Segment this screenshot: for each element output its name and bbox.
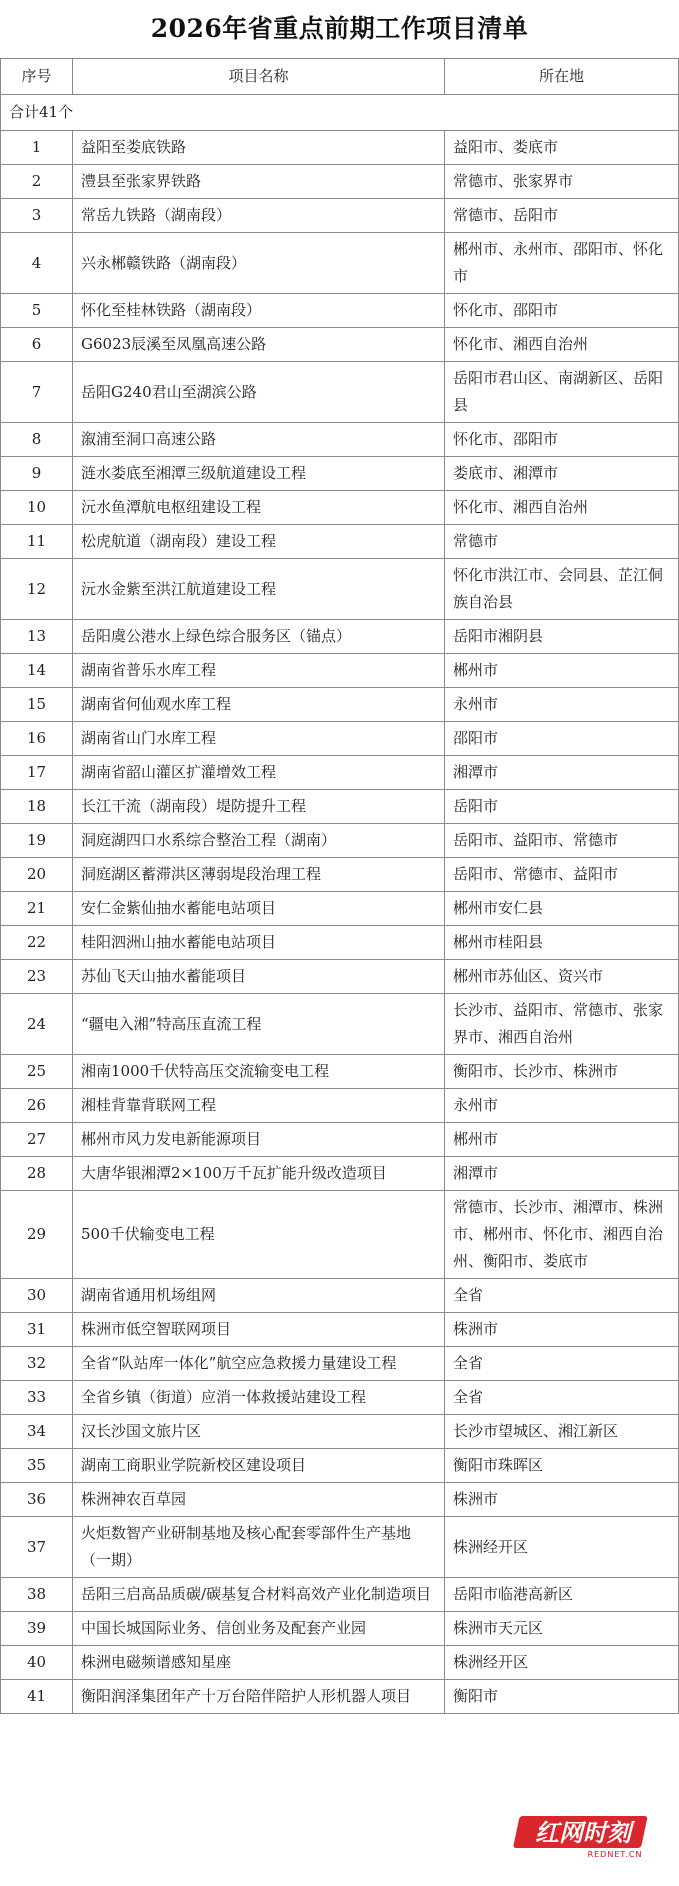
row-location: 湘潭市 (445, 756, 679, 790)
row-location: 株洲市 (445, 1483, 679, 1517)
row-project-name: 中国长城国际业务、信创业务及配套产业园 (73, 1612, 445, 1646)
row-project-name: 全省“队站库一体化”航空应急救援力量建设工程 (73, 1347, 445, 1381)
row-project-name: 兴永郴赣铁路（湖南段） (73, 233, 445, 294)
table-row (1, 1578, 679, 1612)
row-project-name: 湖南省普乐水库工程 (73, 654, 445, 688)
table-row (1, 1517, 679, 1578)
row-location: 岳阳市君山区、南湖新区、岳阳县 (445, 362, 679, 423)
row-location: 岳阳市湘阴县 (445, 620, 679, 654)
row-location: 邵阳市 (445, 722, 679, 756)
row-index: 25 (1, 1055, 73, 1089)
row-project-name: 湖南省山门水库工程 (73, 722, 445, 756)
row-project-name: 大唐华银湘潭2×100万千瓦扩能升级改造项目 (73, 1157, 445, 1191)
row-location: 岳阳市、常德市、益阳市 (445, 858, 679, 892)
row-location: 郴州市桂阳县 (445, 926, 679, 960)
table-row (1, 1381, 679, 1415)
row-location: 怀化市、湘西自治州 (445, 328, 679, 362)
table-row (1, 1680, 679, 1714)
row-index: 19 (1, 824, 73, 858)
table-row (1, 362, 679, 423)
row-index: 21 (1, 892, 73, 926)
row-project-name: 益阳至娄底铁路 (73, 131, 445, 165)
row-index: 14 (1, 654, 73, 688)
row-location: 株洲市 (445, 1313, 679, 1347)
row-index: 30 (1, 1279, 73, 1313)
row-project-name: 全省乡镇（街道）应消一体救援站建设工程 (73, 1381, 445, 1415)
row-index: 4 (1, 233, 73, 294)
row-index: 8 (1, 423, 73, 457)
row-project-name: 长江干流（湖南段）堤防提升工程 (73, 790, 445, 824)
row-location: 株洲市天元区 (445, 1612, 679, 1646)
row-location: 郴州市 (445, 1123, 679, 1157)
row-index: 41 (1, 1680, 73, 1714)
row-project-name: 岳阳G240君山至湖滨公路 (73, 362, 445, 423)
row-location: 郴州市、永州市、邵阳市、怀化市 (445, 233, 679, 294)
table-row (1, 688, 679, 722)
row-location: 怀化市、邵阳市 (445, 423, 679, 457)
row-index: 40 (1, 1646, 73, 1680)
table-header-row (1, 59, 679, 95)
total-cell: 合计41个 (1, 95, 679, 131)
row-location: 常德市、张家界市 (445, 165, 679, 199)
row-index: 2 (1, 165, 73, 199)
row-location: 湘潭市 (445, 1157, 679, 1191)
row-project-name: 松虎航道（湖南段）建设工程 (73, 525, 445, 559)
table-row (1, 328, 679, 362)
row-location: 怀化市、邵阳市 (445, 294, 679, 328)
row-project-name: 株洲神农百草园 (73, 1483, 445, 1517)
row-index: 26 (1, 1089, 73, 1123)
header-name: 项目名称 (73, 59, 445, 95)
table-row (1, 722, 679, 756)
row-location: 娄底市、湘潭市 (445, 457, 679, 491)
table-row (1, 1449, 679, 1483)
row-index: 3 (1, 199, 73, 233)
row-index: 13 (1, 620, 73, 654)
row-project-name: 溆浦至洞口高速公路 (73, 423, 445, 457)
row-location: 全省 (445, 1279, 679, 1313)
row-project-name: 株洲电磁频谱感知星座 (73, 1646, 445, 1680)
table-row (1, 892, 679, 926)
table-row (1, 165, 679, 199)
row-location: 岳阳市临港高新区 (445, 1578, 679, 1612)
row-project-name: 岳阳三启高品质碳/碳基复合材料高效产业化制造项目 (73, 1578, 445, 1612)
row-index: 24 (1, 994, 73, 1055)
table-row (1, 654, 679, 688)
row-location: 长沙市望城区、湘江新区 (445, 1415, 679, 1449)
row-index: 16 (1, 722, 73, 756)
row-project-name: 涟水娄底至湘潭三级航道建设工程 (73, 457, 445, 491)
rednet-logo (507, 1810, 657, 1860)
row-location: 怀化市、湘西自治州 (445, 491, 679, 525)
row-project-name: 常岳九铁路（湖南段） (73, 199, 445, 233)
row-project-name: “疆电入湘”特高压直流工程 (73, 994, 445, 1055)
table-row (1, 960, 679, 994)
row-index: 29 (1, 1191, 73, 1279)
row-index: 33 (1, 1381, 73, 1415)
row-index: 28 (1, 1157, 73, 1191)
row-index: 34 (1, 1415, 73, 1449)
row-project-name: 湖南工商职业学院新校区建设项目 (73, 1449, 445, 1483)
table-row (1, 1089, 679, 1123)
page-title: 2026年省重点前期工作项目清单 (150, 14, 529, 43)
row-index: 17 (1, 756, 73, 790)
row-project-name: 湖南省韶山灌区扩灌增效工程 (73, 756, 445, 790)
row-location: 全省 (445, 1381, 679, 1415)
row-project-name: 火炬数智产业研制基地及核心配套零部件生产基地（一期） (73, 1517, 445, 1578)
table-row (1, 131, 679, 165)
row-location: 株洲经开区 (445, 1646, 679, 1680)
row-project-name: 湖南省何仙观水库工程 (73, 688, 445, 722)
table-row (1, 457, 679, 491)
table-row (1, 620, 679, 654)
row-index: 1 (1, 131, 73, 165)
row-location: 常德市、岳阳市 (445, 199, 679, 233)
row-index: 12 (1, 559, 73, 620)
table-row (1, 1055, 679, 1089)
row-project-name: 湘桂背靠背联网工程 (73, 1089, 445, 1123)
row-index: 5 (1, 294, 73, 328)
row-location: 永州市 (445, 1089, 679, 1123)
row-location: 益阳市、娄底市 (445, 131, 679, 165)
table-row (1, 1123, 679, 1157)
row-project-name: 澧县至张家界铁路 (73, 165, 445, 199)
row-project-name: G6023辰溪至凤凰高速公路 (73, 328, 445, 362)
row-location: 长沙市、益阳市、常德市、张家界市、湘西自治州 (445, 994, 679, 1055)
row-location: 郴州市苏仙区、资兴市 (445, 960, 679, 994)
table-row (1, 1313, 679, 1347)
svg-text:红网时刻: 红网时刻 (535, 1819, 631, 1847)
row-index: 15 (1, 688, 73, 722)
header-location: 所在地 (445, 59, 679, 95)
row-index: 22 (1, 926, 73, 960)
row-project-name: 沅水鱼潭航电枢纽建设工程 (73, 491, 445, 525)
row-project-name: 郴州市风力发电新能源项目 (73, 1123, 445, 1157)
row-location: 岳阳市、益阳市、常德市 (445, 824, 679, 858)
row-index: 20 (1, 858, 73, 892)
row-index: 38 (1, 1578, 73, 1612)
row-project-name: 洞庭湖区蓄滞洪区薄弱堤段治理工程 (73, 858, 445, 892)
table-row (1, 1646, 679, 1680)
row-location: 全省 (445, 1347, 679, 1381)
table-row (1, 1347, 679, 1381)
table-row (1, 1483, 679, 1517)
row-project-name: 衡阳润泽集团年产十万台陪伴陪护人形机器人项目 (73, 1680, 445, 1714)
table-row (1, 858, 679, 892)
table-row (1, 199, 679, 233)
row-location: 衡阳市珠晖区 (445, 1449, 679, 1483)
row-location: 常德市 (445, 525, 679, 559)
row-index: 32 (1, 1347, 73, 1381)
table-row (1, 1415, 679, 1449)
row-index: 11 (1, 525, 73, 559)
table-row (1, 790, 679, 824)
row-project-name: 株洲市低空智联网项目 (73, 1313, 445, 1347)
table-row (1, 1279, 679, 1313)
row-index: 18 (1, 790, 73, 824)
row-project-name: 怀化至桂林铁路（湖南段） (73, 294, 445, 328)
row-location: 怀化市洪江市、会同县、芷江侗族自治县 (445, 559, 679, 620)
row-location: 郴州市安仁县 (445, 892, 679, 926)
row-project-name: 苏仙飞天山抽水蓄能项目 (73, 960, 445, 994)
row-index: 36 (1, 1483, 73, 1517)
row-project-name: 安仁金紫仙抽水蓄能电站项目 (73, 892, 445, 926)
table-row (1, 994, 679, 1055)
row-location: 岳阳市 (445, 790, 679, 824)
row-location: 永州市 (445, 688, 679, 722)
row-index: 7 (1, 362, 73, 423)
table-row (1, 926, 679, 960)
table-row (1, 1157, 679, 1191)
project-table (0, 58, 679, 1714)
total-row (1, 95, 679, 131)
row-project-name: 桂阳泗洲山抽水蓄能电站项目 (73, 926, 445, 960)
table-row (1, 525, 679, 559)
svg-text:REDNET.CN: REDNET.CN (587, 1850, 643, 1859)
table-row (1, 491, 679, 525)
table-row (1, 233, 679, 294)
row-index: 35 (1, 1449, 73, 1483)
row-project-name: 湖南省通用机场组网 (73, 1279, 445, 1313)
table-row (1, 294, 679, 328)
row-index: 10 (1, 491, 73, 525)
row-location: 衡阳市 (445, 1680, 679, 1714)
row-project-name: 沅水金紫至洪江航道建设工程 (73, 559, 445, 620)
header-index: 序号 (1, 59, 73, 95)
row-index: 9 (1, 457, 73, 491)
row-index: 37 (1, 1517, 73, 1578)
table-row (1, 423, 679, 457)
row-location: 常德市、长沙市、湘潭市、株洲市、郴州市、怀化市、湘西自治州、衡阳市、娄底市 (445, 1191, 679, 1279)
table-row (1, 1612, 679, 1646)
row-index: 23 (1, 960, 73, 994)
row-location: 株洲经开区 (445, 1517, 679, 1578)
row-location: 郴州市 (445, 654, 679, 688)
row-index: 6 (1, 328, 73, 362)
row-project-name: 500千伏输变电工程 (73, 1191, 445, 1279)
table-row (1, 559, 679, 620)
row-project-name: 岳阳虞公港水上绿色综合服务区（锚点） (73, 620, 445, 654)
row-project-name: 汉长沙国文旅片区 (73, 1415, 445, 1449)
row-index: 39 (1, 1612, 73, 1646)
row-project-name: 洞庭湖四口水系综合整治工程（湖南） (73, 824, 445, 858)
table-row (1, 824, 679, 858)
row-project-name: 湘南1000千伏特高压交流输变电工程 (73, 1055, 445, 1089)
row-index: 27 (1, 1123, 73, 1157)
row-location: 衡阳市、长沙市、株洲市 (445, 1055, 679, 1089)
row-index: 31 (1, 1313, 73, 1347)
table-row (1, 756, 679, 790)
table-row (1, 1191, 679, 1279)
